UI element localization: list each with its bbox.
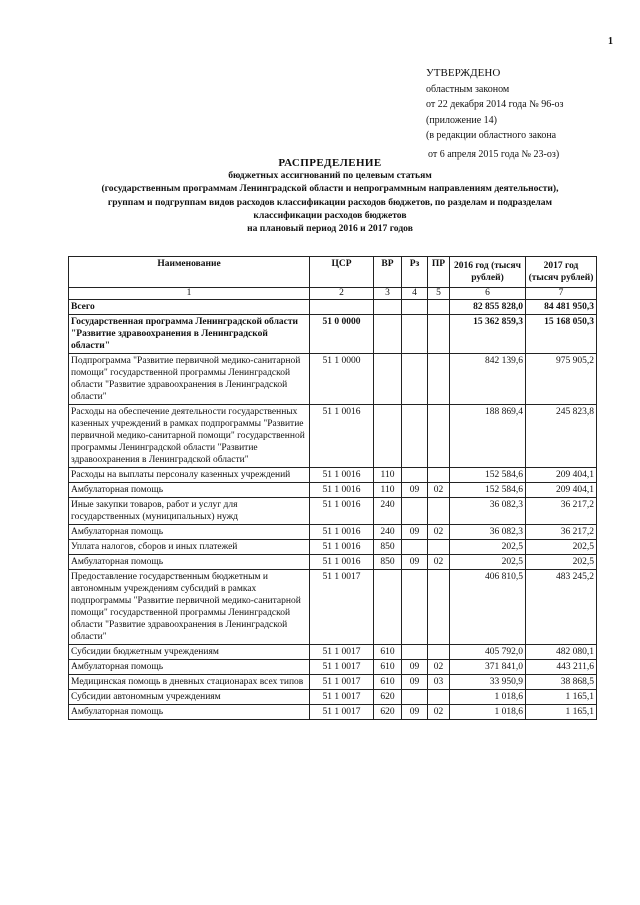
row-2017: 1 165,1 bbox=[526, 705, 597, 720]
table-row bbox=[69, 645, 597, 660]
row-csr: 51 1 0017 bbox=[310, 645, 374, 660]
row-rz: 09 bbox=[402, 483, 428, 498]
row-2017: 1 165,1 bbox=[526, 690, 597, 705]
row-name: Предоставление государственным бюджетным и автономным учреждениям субсидий в рамках подпрограммы "Развитие первичной медико-санитарной помощи" государственной программы Ленинградской области "Развитие здравоохранения в Ленинградской области" bbox=[69, 570, 310, 645]
row-name: Амбулаторная помощь bbox=[69, 555, 310, 570]
row-csr: 51 1 0017 bbox=[310, 705, 374, 720]
row-rz: 09 bbox=[402, 525, 428, 540]
column-number: 7 bbox=[526, 288, 597, 300]
row-vr: 620 bbox=[374, 705, 402, 720]
row-vr bbox=[374, 300, 402, 315]
row-rz bbox=[402, 468, 428, 483]
row-rz bbox=[402, 498, 428, 525]
row-rz: 09 bbox=[402, 675, 428, 690]
row-name: Амбулаторная помощь bbox=[69, 660, 310, 675]
row-pr: 02 bbox=[428, 660, 450, 675]
row-vr bbox=[374, 405, 402, 468]
row-vr: 110 bbox=[374, 468, 402, 483]
row-2016: 152 584,6 bbox=[450, 483, 526, 498]
row-2017: 36 217,2 bbox=[526, 525, 597, 540]
header-2017: 2017 год (тысяч рублей) bbox=[526, 257, 597, 288]
header-2016: 2016 год (тысяч рублей) bbox=[450, 257, 526, 288]
table-row bbox=[69, 570, 597, 645]
row-pr bbox=[428, 405, 450, 468]
title-line: на плановый период 2016 и 2017 годов bbox=[247, 223, 413, 235]
row-name: Субсидии бюджетным учреждениям bbox=[69, 645, 310, 660]
row-csr: 51 1 0017 bbox=[310, 570, 374, 645]
row-pr: 03 bbox=[428, 675, 450, 690]
table-row bbox=[69, 468, 597, 483]
row-2017: 443 211,6 bbox=[526, 660, 597, 675]
row-name: Подпрограмма "Развитие первичной медико-санитарной помощи" государственной программы Ленинградской области "Развитие здравоохранения в Ленинградской области" bbox=[69, 354, 310, 405]
row-name: Всего bbox=[69, 300, 310, 315]
header-vr: ВР bbox=[374, 257, 402, 288]
row-name: Уплата налогов, сборов и иных платежей bbox=[69, 540, 310, 555]
row-vr: 610 bbox=[374, 645, 402, 660]
row-2016: 36 082,3 bbox=[450, 525, 526, 540]
row-vr: 610 bbox=[374, 675, 402, 690]
table-row bbox=[69, 540, 597, 555]
table-row bbox=[69, 498, 597, 525]
title-line: классификации расходов бюджетов bbox=[253, 209, 407, 221]
row-rz: 09 bbox=[402, 705, 428, 720]
row-pr bbox=[428, 570, 450, 645]
row-pr bbox=[428, 315, 450, 354]
approval-line: от 22 декабря 2014 года № 96-оз bbox=[426, 99, 564, 110]
title-line: (государственным программам Ленинградской области и непрограммным направлениям деятельности), bbox=[101, 183, 559, 195]
row-csr: 51 1 0016 bbox=[310, 525, 374, 540]
document-title bbox=[60, 157, 600, 235]
row-rz bbox=[402, 690, 428, 705]
row-csr: 51 1 0017 bbox=[310, 660, 374, 675]
approval-line: УТВЕРЖДЕНО bbox=[426, 67, 501, 79]
table-row bbox=[69, 405, 597, 468]
row-vr: 110 bbox=[374, 483, 402, 498]
row-2017: 38 868,5 bbox=[526, 675, 597, 690]
row-rz bbox=[402, 354, 428, 405]
page-number: 1 bbox=[608, 36, 613, 47]
row-csr: 51 1 0017 bbox=[310, 675, 374, 690]
column-number: 5 bbox=[428, 288, 450, 300]
approval-line: (приложение 14) bbox=[426, 114, 497, 126]
header-pr: ПР bbox=[428, 257, 450, 288]
row-2016: 152 584,6 bbox=[450, 468, 526, 483]
row-pr: 02 bbox=[428, 483, 450, 498]
column-number: 3 bbox=[374, 288, 402, 300]
row-csr bbox=[310, 300, 374, 315]
approval-block bbox=[426, 66, 564, 162]
title-heading: РАСПРЕДЕЛЕНИЕ bbox=[278, 157, 382, 169]
table-row bbox=[69, 675, 597, 690]
row-rz: 09 bbox=[402, 660, 428, 675]
row-pr: 02 bbox=[428, 525, 450, 540]
row-2016: 1 018,6 bbox=[450, 705, 526, 720]
table-row bbox=[69, 315, 597, 354]
row-vr: 850 bbox=[374, 540, 402, 555]
row-name: Государственная программа Ленинградской области "Развитие здравоохранения в Ленинградской области" bbox=[69, 315, 310, 354]
row-2017: 483 245,2 bbox=[526, 570, 597, 645]
row-csr: 51 1 0000 bbox=[310, 354, 374, 405]
header-name: Наименование bbox=[69, 257, 310, 288]
row-pr: 02 bbox=[428, 555, 450, 570]
row-2016: 15 362 859,3 bbox=[450, 315, 526, 354]
approval-line: (в редакции областного закона bbox=[426, 130, 557, 141]
column-number-row bbox=[69, 288, 597, 300]
row-2017: 482 080,1 bbox=[526, 645, 597, 660]
row-name: Расходы на выплаты персоналу казенных учреждений bbox=[69, 468, 310, 483]
row-2016: 405 792,0 bbox=[450, 645, 526, 660]
row-2017: 202,5 bbox=[526, 555, 597, 570]
row-rz bbox=[402, 645, 428, 660]
row-pr bbox=[428, 468, 450, 483]
row-2017: 245 823,8 bbox=[526, 405, 597, 468]
table-row bbox=[69, 555, 597, 570]
row-name: Медицинская помощь в дневных стационарах всех типов bbox=[69, 675, 310, 690]
table-row bbox=[69, 690, 597, 705]
approval-line: от 6 апреля 2015 года № 23-оз) bbox=[428, 148, 560, 160]
row-2017: 36 217,2 bbox=[526, 498, 597, 525]
title-line: бюджетных ассигнований по целевым статьям bbox=[228, 170, 432, 181]
row-rz bbox=[402, 300, 428, 315]
row-rz bbox=[402, 315, 428, 354]
row-2017: 209 404,1 bbox=[526, 483, 597, 498]
row-name: Иные закупки товаров, работ и услуг для государственных (муниципальных) нужд bbox=[69, 498, 310, 525]
row-pr: 02 bbox=[428, 705, 450, 720]
row-rz bbox=[402, 405, 428, 468]
row-pr bbox=[428, 354, 450, 405]
row-vr: 850 bbox=[374, 555, 402, 570]
row-vr: 240 bbox=[374, 498, 402, 525]
row-2016: 371 841,0 bbox=[450, 660, 526, 675]
row-vr bbox=[374, 354, 402, 405]
row-vr: 240 bbox=[374, 525, 402, 540]
table-row bbox=[69, 525, 597, 540]
row-2016: 406 810,5 bbox=[450, 570, 526, 645]
row-csr: 51 0 0000 bbox=[310, 315, 374, 354]
row-name: Амбулаторная помощь bbox=[69, 483, 310, 498]
row-2016: 202,5 bbox=[450, 540, 526, 555]
row-2016: 33 950,9 bbox=[450, 675, 526, 690]
table-header-row bbox=[69, 257, 597, 288]
header-csr: ЦСР bbox=[310, 257, 374, 288]
row-rz bbox=[402, 570, 428, 645]
row-2017: 975 905,2 bbox=[526, 354, 597, 405]
row-name: Субсидии автономным учреждениям bbox=[69, 690, 310, 705]
approval-line: областным законом bbox=[426, 83, 510, 95]
row-2017: 84 481 950,3 bbox=[526, 300, 597, 315]
row-vr: 620 bbox=[374, 690, 402, 705]
row-vr bbox=[374, 570, 402, 645]
row-vr bbox=[374, 315, 402, 354]
row-csr: 51 1 0016 bbox=[310, 468, 374, 483]
row-csr: 51 1 0016 bbox=[310, 405, 374, 468]
row-2016: 842 139,6 bbox=[450, 354, 526, 405]
allocation-table bbox=[68, 256, 597, 720]
column-number: 4 bbox=[402, 288, 428, 300]
title-line: группам и подгруппам видов расходов классификации расходов бюджетов, по разделам и подразделам bbox=[107, 196, 553, 208]
row-2017: 209 404,1 bbox=[526, 468, 597, 483]
table-row bbox=[69, 483, 597, 498]
row-2016: 36 082,3 bbox=[450, 498, 526, 525]
row-pr bbox=[428, 645, 450, 660]
row-pr bbox=[428, 498, 450, 525]
table-row bbox=[69, 660, 597, 675]
row-rz: 09 bbox=[402, 555, 428, 570]
row-2016: 82 855 828,0 bbox=[450, 300, 526, 315]
row-csr: 51 1 0016 bbox=[310, 483, 374, 498]
header-rz: Рз bbox=[402, 257, 428, 288]
row-name: Расходы на обеспечение деятельности государственных казенных учреждений в рамках подпрограммы "Развитие первичной медико-санитарной помощи" государственной программы Ленинградской области "Развитие здравоохранения в Ленинградской области" bbox=[69, 405, 310, 468]
row-pr bbox=[428, 690, 450, 705]
row-2017: 202,5 bbox=[526, 540, 597, 555]
row-vr: 610 bbox=[374, 660, 402, 675]
row-2016: 1 018,6 bbox=[450, 690, 526, 705]
row-rz bbox=[402, 540, 428, 555]
column-number: 6 bbox=[450, 288, 526, 300]
row-csr: 51 1 0016 bbox=[310, 498, 374, 525]
table-row bbox=[69, 705, 597, 720]
row-2016: 202,5 bbox=[450, 555, 526, 570]
row-name: Амбулаторная помощь bbox=[69, 705, 310, 720]
column-number: 2 bbox=[310, 288, 374, 300]
row-csr: 51 1 0017 bbox=[310, 690, 374, 705]
row-name: Амбулаторная помощь bbox=[69, 525, 310, 540]
row-2016: 188 869,4 bbox=[450, 405, 526, 468]
table-row bbox=[69, 354, 597, 405]
row-pr bbox=[428, 540, 450, 555]
row-csr: 51 1 0016 bbox=[310, 540, 374, 555]
table-row bbox=[69, 300, 597, 315]
row-csr: 51 1 0016 bbox=[310, 555, 374, 570]
row-2017: 15 168 050,3 bbox=[526, 315, 597, 354]
column-number: 1 bbox=[69, 288, 310, 300]
row-pr bbox=[428, 300, 450, 315]
